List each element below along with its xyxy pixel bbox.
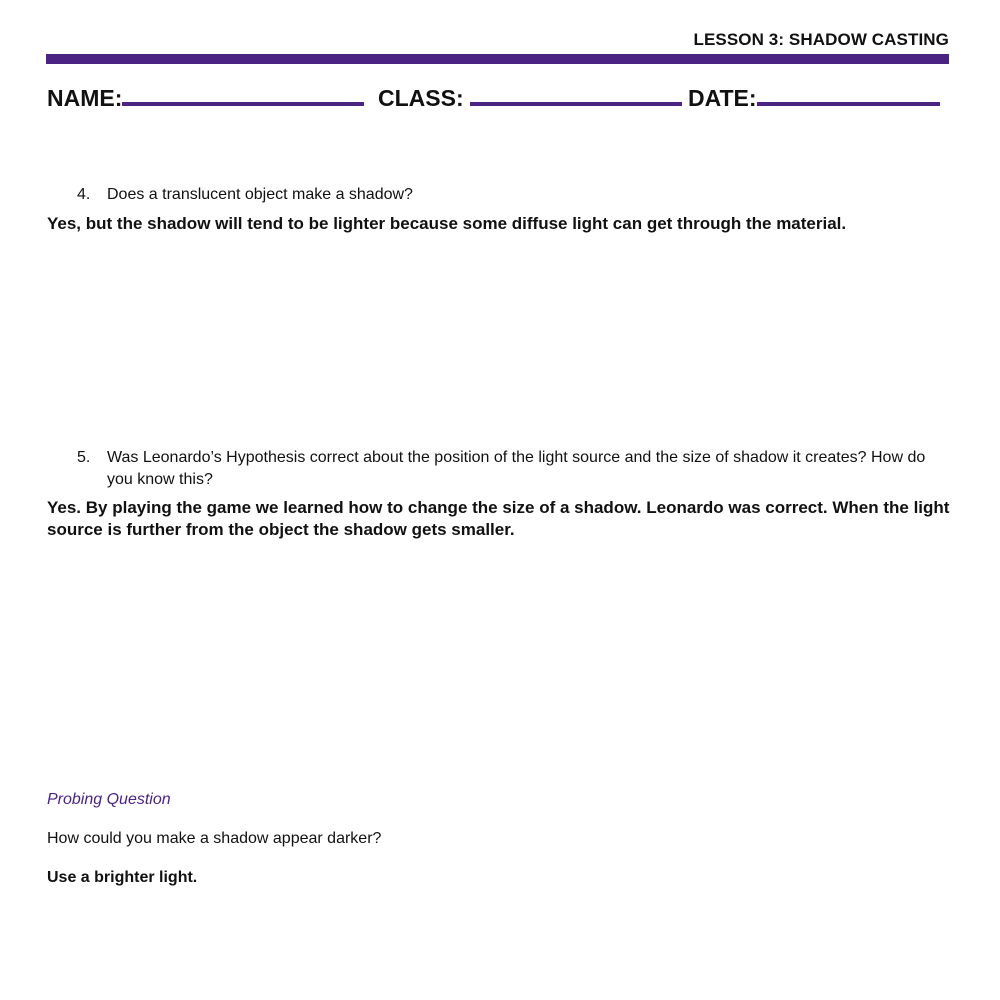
- answer-4: Yes, but the shadow will tend to be lighter because some diffuse light can get through the material.: [47, 214, 847, 233]
- probing-question-heading: Probing Question: [47, 791, 171, 808]
- question-4-number: 4.: [77, 186, 91, 203]
- question-5: [77, 447, 957, 493]
- answer-5: Yes. By playing the game we learned how to change the size of a shadow. Leonardo was correct. When the light source is further from the object the shadow gets smaller.: [47, 498, 950, 539]
- class-label: CLASS:: [378, 85, 464, 111]
- header-divider-bar: [46, 54, 949, 64]
- date-blank-line[interactable]: [757, 102, 940, 106]
- date-label: DATE:: [688, 85, 757, 111]
- question-4: [77, 184, 957, 208]
- probing-question-answer: Use a brighter light.: [47, 869, 198, 886]
- probing-question-text: How could you make a shadow appear darker?: [47, 830, 382, 847]
- question-5-number: 5.: [77, 449, 91, 466]
- lesson-title: LESSON 3: SHADOW CASTING: [693, 30, 949, 49]
- class-blank-line[interactable]: [470, 102, 682, 106]
- question-4-text: Does a translucent object make a shadow?: [107, 186, 413, 203]
- name-blank-line[interactable]: [122, 102, 364, 106]
- name-label: NAME:: [47, 85, 123, 111]
- question-5-text: Was Leonardo’s Hypothesis correct about the position of the light source and the size of shadow it creates? How do you know this?: [107, 449, 926, 488]
